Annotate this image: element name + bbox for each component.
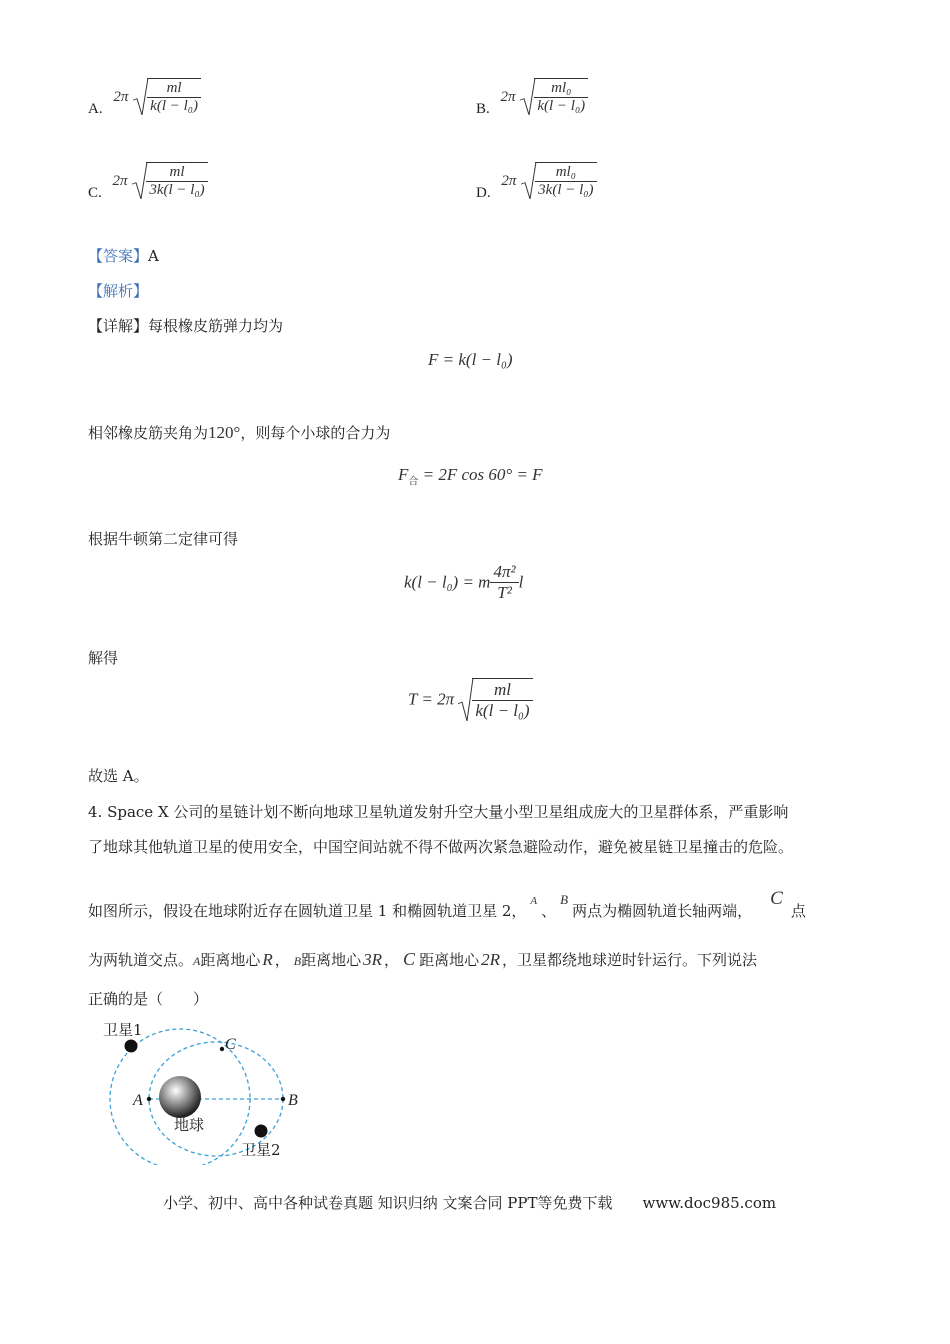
detail-text: 相邻橡皮筋夹角为 <box>88 424 209 442</box>
q4-line-5: 正确的是（ ） <box>88 990 209 1008</box>
eq3-tail: l <box>518 572 524 592</box>
orbit-diagram <box>95 1015 325 1165</box>
eq4-prefix: T = 2π <box>408 689 455 709</box>
fraction-numerator: ml₀ <box>555 164 576 180</box>
satellite-1-label: 卫星1 <box>103 1021 143 1039</box>
earth-label: 地球 <box>174 1116 205 1134</box>
point-a-fig-label: A <box>133 1092 143 1109</box>
eq2-subscript: 合 <box>408 476 419 488</box>
point-a-dot <box>147 1097 151 1101</box>
sqrt-expression <box>520 78 588 115</box>
q4-text: ， <box>274 951 290 969</box>
fraction-numerator: ml <box>169 164 185 180</box>
q4-line-2: 了地球其他轨道卫星的使用安全，中国空间站就不得不做两次紧急避险动作，避免被星链卫星撞击的危险。 <box>88 838 794 856</box>
option-prefix: 2π <box>500 88 516 105</box>
option-c <box>88 162 208 199</box>
detail-line-1 <box>88 315 283 336</box>
detail-line-3: 根据牛顿第二定律可得 <box>88 530 239 548</box>
fraction-denominator: 3k(l − l₀) <box>535 181 596 199</box>
fraction-numerator: ml₀ <box>551 80 572 96</box>
option-b <box>476 78 588 115</box>
eq3-lhs: k(l − l₀) = m <box>404 572 491 592</box>
point-b-label: B <box>560 892 569 907</box>
sqrt-expression <box>132 162 207 199</box>
page-footer: 小学、初中、高中各种试卷真题 知识归纳 文案合同 PPT等免费下载 www.doc985.com <box>163 1194 777 1212</box>
radius-3r: 3R <box>363 950 383 969</box>
q4-text: 点 <box>790 902 806 920</box>
q4-line-4 <box>88 949 757 970</box>
q4-text: 距离地心 <box>419 951 480 969</box>
eq3-denominator: T² <box>490 582 518 603</box>
eq3-numerator: 4π² <box>493 562 516 581</box>
angle-value: 120° <box>208 423 241 442</box>
option-prefix: 2π <box>501 172 517 189</box>
detail-tag: 【详解】 <box>88 317 149 335</box>
equation-2 <box>398 465 543 487</box>
equation-3 <box>404 562 523 603</box>
option-d <box>476 162 597 199</box>
q4-text: 两点为椭圆轨道长轴两端， <box>572 902 753 920</box>
option-a <box>88 78 201 115</box>
detail-text: ，则每个小球的合力为 <box>240 424 391 442</box>
satellite-2-label: 卫星2 <box>241 1141 281 1159</box>
point-c-fig-label: C <box>225 1036 236 1053</box>
option-label: C. <box>88 184 102 201</box>
answer-value: A <box>148 247 159 265</box>
q4-text: 如图所示，假设在地球附近存在圆轨道卫星 1 和椭圆轨道卫星 2， <box>88 902 527 920</box>
fraction-denominator: 3k(l − l₀) <box>146 181 207 199</box>
satellite-2-dot <box>255 1125 268 1138</box>
point-a-ref: A <box>193 954 201 968</box>
option-prefix: 2π <box>112 172 128 189</box>
q4-line-1: 4. Space X 公司的星链计划不断向地球卫星轨道发射升空大量小型卫星组成庞大的卫星群体系，严重影响 <box>88 803 789 821</box>
option-label: B. <box>476 100 490 117</box>
q4-text: 距离地心 <box>200 951 261 969</box>
q4-text: 为两轨道交点。 <box>88 951 194 969</box>
eq4-numerator: ml <box>493 680 511 699</box>
q4-text: 、 <box>541 902 557 920</box>
point-c-ref: C <box>403 949 416 969</box>
conclusion: 故选 A。 <box>88 767 149 785</box>
sqrt-expression <box>458 678 532 721</box>
detail-line-2 <box>88 422 390 443</box>
eq4-denominator: k(l − l₀) <box>472 700 532 721</box>
equation-4 <box>408 678 533 721</box>
eq2-rhs: = 2F cos 60° = F <box>418 465 543 484</box>
satellite-1-dot <box>125 1040 138 1053</box>
eq2-lhs: F <box>398 465 409 484</box>
sqrt-expression <box>133 78 201 115</box>
fraction-denominator: k(l − l₀) <box>147 97 201 115</box>
point-b-ref: B <box>293 954 302 968</box>
option-label: D. <box>476 184 491 201</box>
fraction-denominator: k(l − l₀) <box>534 97 588 115</box>
q4-text: ，卫星都绕地球逆时针运行。下列说法 <box>501 951 757 969</box>
equation-1: F = k(l − l₀) <box>428 350 513 369</box>
point-b-fig-label: B <box>288 1092 298 1109</box>
point-c-dot <box>220 1047 224 1051</box>
q4-text: ， <box>384 951 400 969</box>
point-b-dot <box>281 1097 285 1101</box>
detail-line-4: 解得 <box>88 649 119 667</box>
detail-text: 每根橡皮筋弹力均为 <box>148 317 284 335</box>
q4-line-3 <box>88 888 806 922</box>
option-prefix: 2π <box>113 88 129 105</box>
sqrt-expression <box>521 162 596 199</box>
answer-tag: 【答案】 <box>88 247 149 265</box>
fraction-numerator: ml <box>166 80 182 96</box>
radius-r: R <box>262 950 273 969</box>
analysis-tag: 【解析】 <box>88 282 149 300</box>
earth-sphere <box>159 1076 201 1118</box>
q4-text: 距离地心 <box>301 951 362 969</box>
answer-line <box>88 245 159 266</box>
point-c-label: C <box>770 888 783 909</box>
point-a-label: A <box>530 895 538 907</box>
option-label: A. <box>88 100 103 117</box>
radius-2r: 2R <box>481 950 500 969</box>
